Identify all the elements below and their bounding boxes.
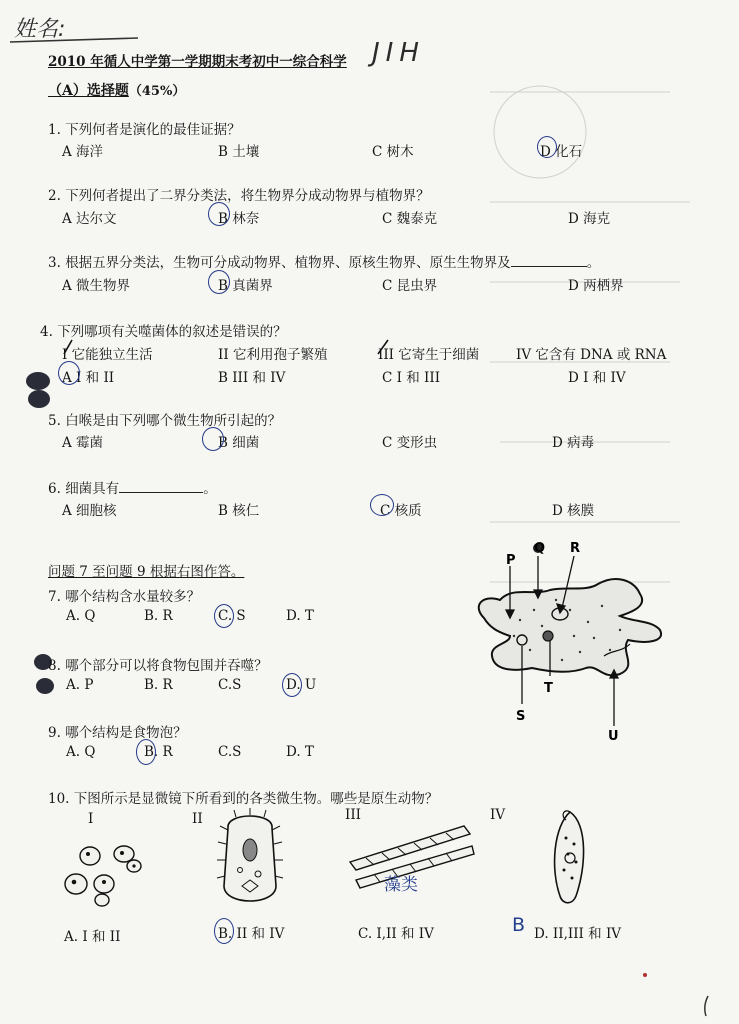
q2-text: 下列何者提出了二界分类法，将生物界分成动物界与植物界？ bbox=[65, 188, 430, 204]
label-s: S bbox=[516, 709, 526, 724]
q6-option-c[interactable]: C 核质 bbox=[380, 503, 422, 519]
section-weight: （45%） bbox=[128, 84, 186, 99]
q9-option-d[interactable]: D. T bbox=[286, 744, 314, 760]
q4-option-d[interactable]: D I 和 IV bbox=[568, 370, 626, 386]
q3-option-b[interactable]: B 真菌界 bbox=[218, 278, 273, 294]
q3-answer-mark bbox=[208, 270, 230, 294]
q2-option-c[interactable]: C 魏泰克 bbox=[382, 211, 438, 227]
q10-panel-iv: IV bbox=[490, 807, 506, 823]
binder-hole-1 bbox=[26, 372, 50, 390]
q3-option-a[interactable]: A 微生物界 bbox=[62, 278, 131, 294]
q8-answer-mark bbox=[282, 673, 302, 697]
q9-option-c[interactable]: C.S bbox=[218, 744, 242, 760]
q6-text-end: 。 bbox=[203, 481, 217, 497]
q10-handwritten-answer: B bbox=[512, 914, 526, 936]
q8-option-a[interactable]: A. P bbox=[66, 677, 94, 693]
q4-text: 下列哪项有关噬菌体的叙述是错误的？ bbox=[57, 324, 287, 340]
q5-text: 白喉是由下列哪个微生物所引起的？ bbox=[65, 413, 282, 429]
q10-text: 下图所示是显微镜下所看到的各类微生物。哪些是原生动物？ bbox=[73, 791, 439, 807]
q9-option-a[interactable]: A. Q bbox=[66, 744, 96, 760]
q5-option-a[interactable]: A 霉菌 bbox=[62, 435, 104, 451]
euglena-drawing bbox=[540, 808, 600, 912]
q6-option-d[interactable]: D 核膜 bbox=[552, 503, 595, 519]
q3-option-d[interactable]: D 两栖界 bbox=[568, 278, 624, 294]
q8-text: 哪个部分可以将食物包围并吞噬？ bbox=[65, 658, 268, 674]
q3-text-end: 。 bbox=[586, 255, 601, 271]
algae-handwritten-note: 藻类 bbox=[384, 875, 418, 895]
red-dot-mark bbox=[640, 970, 650, 980]
handwritten-code: JIH bbox=[372, 38, 425, 68]
q1-option-a[interactable]: A 海洋 bbox=[62, 144, 104, 160]
q6-answer-mark bbox=[370, 494, 394, 516]
section-title: （A）选择题 bbox=[48, 83, 129, 99]
q5-answer-mark bbox=[202, 427, 224, 451]
q3-text: 根据五界分类法，生物可分成动物界、植物界、原核生物界、原生生物界及 bbox=[65, 255, 511, 271]
q7-option-c[interactable]: C. S bbox=[218, 608, 246, 624]
q3-option-c[interactable]: C 昆虫界 bbox=[382, 278, 438, 294]
q4-statement-4: IV 它含有 DNA 或 RNA bbox=[516, 347, 667, 363]
exam-title: 2010 年循人中学第一学期期末考初中一综合科学 bbox=[48, 54, 347, 70]
q4-option-c[interactable]: C I 和 III bbox=[382, 370, 441, 386]
q1-number: 1. bbox=[48, 122, 61, 138]
q7-option-a[interactable]: A. Q bbox=[66, 608, 96, 624]
q2-number: 2. bbox=[48, 188, 61, 204]
section-header bbox=[48, 80, 185, 100]
ciliate-drawing bbox=[212, 808, 288, 912]
q4-option-a[interactable]: A I 和 II bbox=[62, 370, 115, 386]
amoeba-diagram bbox=[470, 540, 670, 744]
q4-option-b[interactable]: B III 和 IV bbox=[218, 370, 286, 386]
q6-number: 6. bbox=[48, 481, 61, 497]
q3-number: 3. bbox=[48, 255, 61, 271]
q6-option-b[interactable]: B 核仁 bbox=[218, 503, 260, 519]
binder-hole-4 bbox=[36, 678, 54, 694]
q7-option-d[interactable]: D. T bbox=[286, 608, 314, 624]
q6-option-a[interactable]: A 细胞核 bbox=[62, 503, 117, 519]
q6-text: 细菌具有 bbox=[65, 481, 120, 497]
q1-option-c[interactable]: C 树木 bbox=[372, 144, 414, 160]
q2-option-b[interactable]: B 林奈 bbox=[218, 211, 260, 227]
q4-tick-marks bbox=[60, 336, 420, 358]
q8-option-c[interactable]: C.S bbox=[218, 677, 242, 693]
q10-answer-mark bbox=[214, 918, 234, 944]
q1-option-b[interactable]: B 土壤 bbox=[218, 144, 260, 160]
q2-option-a[interactable]: A 达尔文 bbox=[62, 211, 117, 227]
figure-intro: 问题 7 至问题 9 根据右图作答。 bbox=[48, 564, 245, 580]
q4-statement-1: I 它能独立生活 bbox=[62, 347, 153, 363]
q7-option-b[interactable]: B. R bbox=[144, 608, 173, 624]
label-p: P bbox=[506, 553, 516, 568]
q7-answer-mark bbox=[214, 604, 234, 628]
q2-answer-mark bbox=[208, 202, 230, 226]
nucleus bbox=[543, 631, 553, 641]
q5-option-c[interactable]: C 变形虫 bbox=[382, 435, 438, 451]
q4-answer-mark bbox=[58, 361, 80, 385]
q10-panel-iii: III bbox=[345, 807, 361, 823]
bleed-through bbox=[470, 62, 710, 605]
amoeba-body bbox=[479, 579, 661, 675]
q3-blank bbox=[511, 266, 587, 267]
binder-hole-2 bbox=[28, 390, 50, 408]
label-q: Q bbox=[534, 541, 546, 556]
q10-panel-i: I bbox=[88, 811, 94, 827]
q9-answer-mark bbox=[136, 739, 156, 765]
name-label: 姓名: bbox=[14, 17, 66, 42]
page-corner-mark bbox=[690, 990, 720, 1020]
q4-statement-3: III 它寄生于细菌 bbox=[378, 347, 480, 363]
bleed-through-marks bbox=[470, 62, 710, 602]
q1-option-d[interactable]: D 化石 bbox=[540, 144, 583, 160]
q10-panel-ii: II bbox=[192, 811, 203, 827]
q4-number: 4. bbox=[40, 324, 53, 340]
name-underline bbox=[8, 34, 148, 48]
q8-number: 8. bbox=[48, 658, 61, 674]
q10-number: 10. bbox=[48, 791, 70, 807]
q10-option-a[interactable]: A. I 和 II bbox=[64, 929, 121, 945]
q10-option-c[interactable]: C. I,II 和 IV bbox=[358, 926, 434, 942]
q9-option-b[interactable]: B. R bbox=[144, 744, 173, 760]
q2-option-d[interactable]: D 海克 bbox=[568, 211, 611, 227]
q1-text: 下列何者是演化的最佳证据？ bbox=[65, 122, 241, 138]
q7-number: 7. bbox=[48, 589, 61, 605]
q9-text: 哪个结构是食物泡？ bbox=[65, 725, 187, 741]
q4-statement-2: II 它利用孢子繁殖 bbox=[218, 347, 328, 363]
q5-option-b[interactable]: B 细菌 bbox=[218, 435, 260, 451]
q9-number: 9. bbox=[48, 725, 61, 741]
yeast-cells-drawing bbox=[62, 840, 152, 910]
q6-blank bbox=[119, 492, 203, 493]
q10-option-d[interactable]: D. II,III 和 IV bbox=[534, 926, 622, 942]
q5-option-d[interactable]: D 病毒 bbox=[552, 435, 595, 451]
q5-number: 5. bbox=[48, 413, 61, 429]
q7-text: 哪个结构含水量较多？ bbox=[65, 589, 201, 605]
label-r: R bbox=[570, 541, 581, 556]
q1-answer-mark bbox=[537, 136, 557, 158]
q10-option-b[interactable]: B. II 和 IV bbox=[218, 926, 285, 942]
q8-option-d[interactable]: D. U bbox=[286, 677, 317, 693]
q8-option-b[interactable]: B. R bbox=[144, 677, 173, 693]
label-u: U bbox=[608, 729, 619, 744]
label-t: T bbox=[544, 681, 553, 696]
